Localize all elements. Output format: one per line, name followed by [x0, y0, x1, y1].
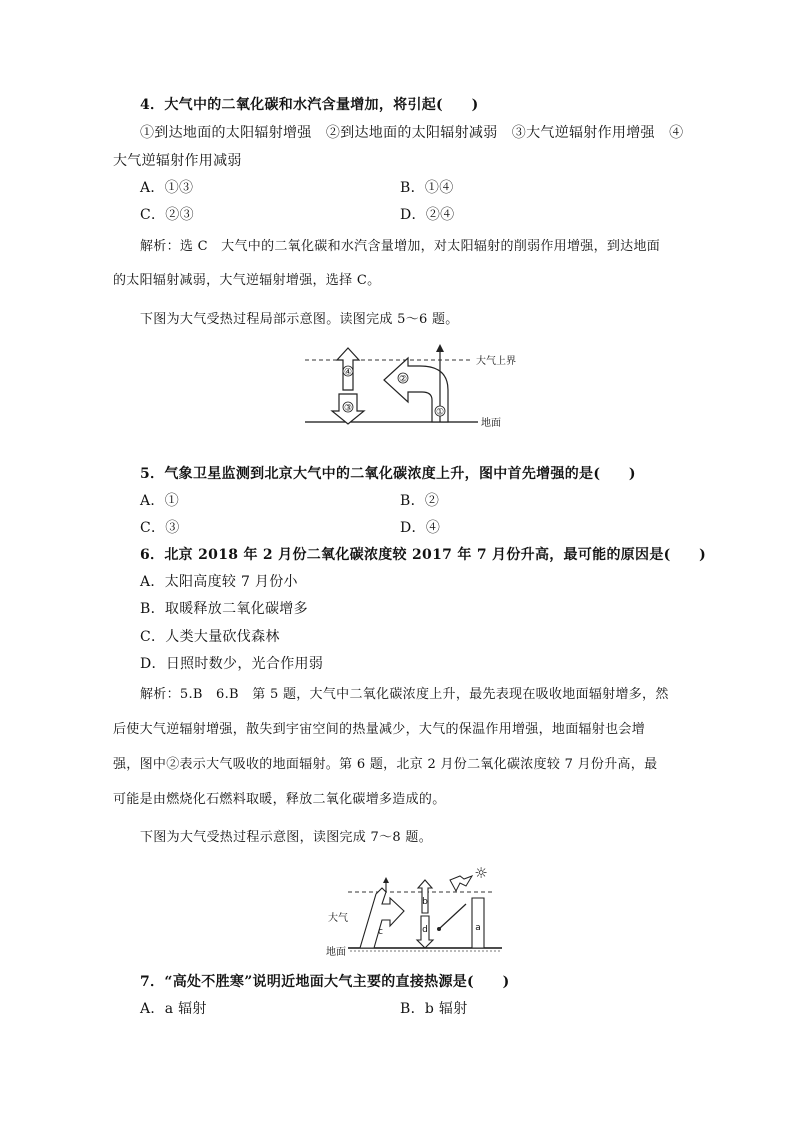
q4-analysis-line1: 解析：选 C 大气中的二氧化碳和水汽含量增加，对太阳辐射的削弱作用增强，到达地面 — [140, 239, 661, 254]
figure-atmosphere-heating-process — [320, 858, 510, 960]
intro-5-6: 下图为大气受热过程局部示意图。读图完成 5～6 题。 — [140, 312, 459, 327]
sun-icon: ☼ — [474, 864, 488, 882]
analysis-5-6-line3: 强，图中②表示大气吸收的地面辐射。第 6 题，北京 2 月份二氧化碳浓度较 7 月份升高，最 — [113, 757, 658, 772]
q4-options-line2: 大气逆辐射作用减弱 — [113, 153, 242, 169]
solar-incoming-arrow — [450, 876, 472, 891]
label-c: c — [378, 927, 383, 937]
q6-choice-b: B．取暖释放二氧化碳增多 — [140, 601, 308, 617]
q5-choice-a: A．① — [140, 493, 180, 509]
analysis-5-6-line2: 后使大气逆辐射增强，散失到宇宙空间的热量减少，大气的保温作用增强，地面辐射也会增 — [113, 722, 646, 737]
label-ground: 地面 — [326, 947, 346, 958]
q6-choice-a: A．太阳高度较 7 月份小 — [140, 574, 298, 590]
q4-choice-d: D．②④ — [400, 207, 455, 223]
label-a: a — [475, 923, 481, 933]
q7-choice-b: B．b 辐射 — [400, 1001, 468, 1017]
q4-choice-c: C．②③ — [140, 207, 194, 223]
analysis-5-6-line1: 解析：5.B 6.B 第 5 题，大气中二氧化碳浓度上升，最先表现在吸收地面辐射增多，然 — [140, 687, 669, 702]
q5-stem: 5．气象卫星监测到北京大气中的二氧化碳浓度上升，图中首先增强的是( ) — [140, 466, 636, 482]
analysis-5-6-line4: 可能是由燃烧化石燃料取暖，释放二氧化碳增多造成的。 — [113, 792, 446, 807]
label-atmosphere: 大气 — [328, 913, 348, 924]
arrow-2-label: ② — [398, 374, 408, 385]
arrow-up-thin-head — [383, 877, 389, 883]
arrow-1-head — [436, 344, 444, 352]
arrow-4-label: ④ — [343, 367, 353, 378]
q4-stem: 4．大气中的二氧化碳和水汽含量增加，将引起( ) — [140, 97, 479, 113]
q5-choice-d: D．④ — [400, 520, 441, 536]
reflected-radiation-line — [440, 904, 466, 928]
q6-stem: 6．北京 2018 年 2 月份二氧化碳浓度较 2017 年 7 月份升高，最可能的原因是( ) — [140, 547, 707, 563]
reflected-radiation-dot — [437, 927, 441, 931]
arrow-3-label: ③ — [343, 403, 353, 414]
q4-choice-a: A．①③ — [140, 180, 194, 196]
q5-choice-b: B．② — [400, 493, 440, 509]
label-atmosphere-top: 大气上界 — [476, 356, 516, 367]
label-ground: 地面 — [481, 418, 501, 429]
q7-choice-a: A．a 辐射 — [140, 1001, 207, 1017]
q6-choice-c: C．人类大量砍伐森林 — [140, 629, 280, 645]
arrow-c-ground-radiation — [360, 888, 404, 948]
arrow-1-label: ① — [435, 407, 445, 418]
q4-choice-b: B．①④ — [400, 180, 454, 196]
q7-stem: 7．“高处不胜寒”说明近地面大气主要的直接热源是( ) — [140, 974, 510, 990]
label-b: b — [422, 897, 428, 907]
intro-7-8: 下图为大气受热过程示意图，读图完成 7～8 题。 — [140, 830, 433, 845]
q5-choice-c: C．③ — [140, 520, 180, 536]
label-d: d — [422, 925, 428, 935]
figure-atmosphere-heating-partial — [300, 338, 540, 448]
q4-options-line1: ①到达地面的太阳辐射增强 ②到达地面的太阳辐射减弱 ③大气逆辐射作用增强 ④ — [140, 125, 684, 141]
q4-analysis-line2: 的太阳辐射减弱，大气逆辐射增强，选择 C。 — [113, 273, 381, 288]
q6-choice-d: D．日照时数少，光合作用弱 — [140, 656, 324, 672]
